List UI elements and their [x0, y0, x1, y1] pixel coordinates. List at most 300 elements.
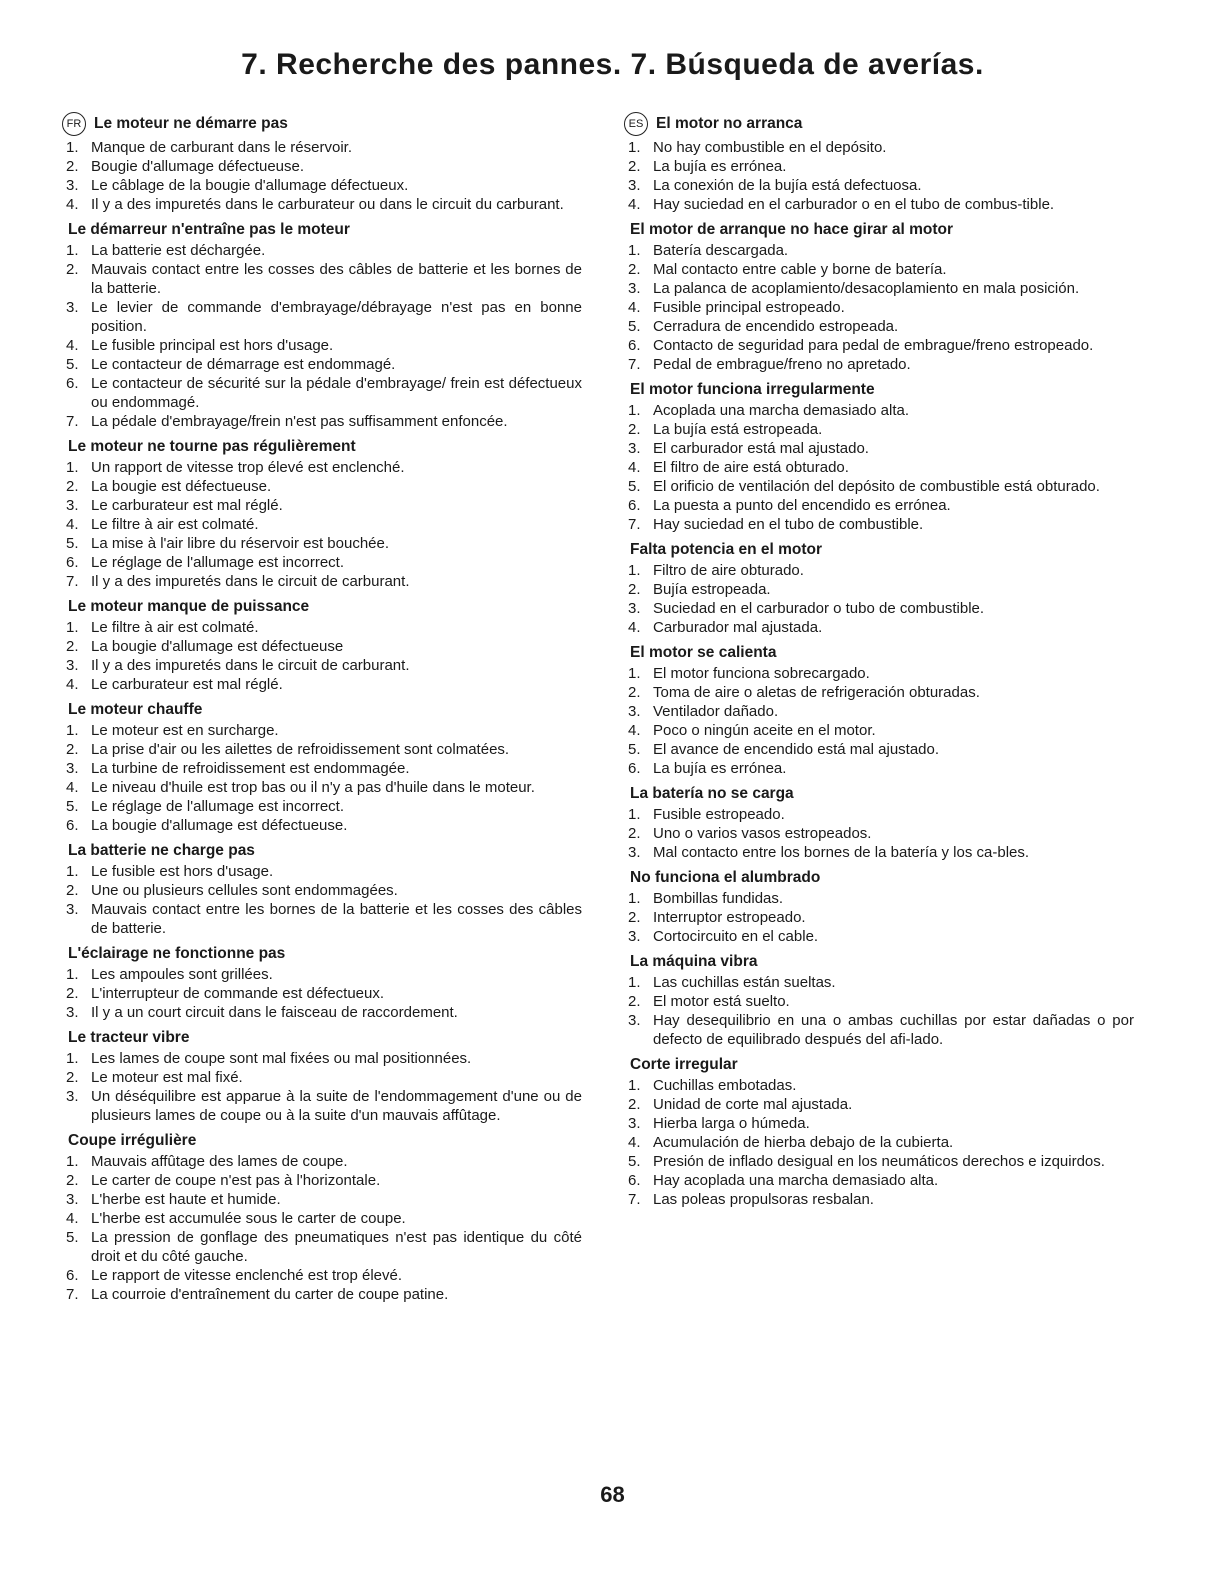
section-title: La máquina vibra [630, 953, 758, 970]
item-number: 2. [628, 684, 641, 701]
section-title: El motor se calienta [630, 644, 777, 661]
item-number: 4. [628, 619, 641, 636]
item-number: 1. [66, 1153, 79, 1170]
list-item [624, 1076, 1134, 1095]
item-text: Les lames de coupe sont mal fixées ou mal positionnées. [91, 1050, 472, 1067]
troubleshooting-section [62, 700, 582, 835]
list-item [62, 553, 582, 572]
item-text: Le niveau d'huile est trop bas ou il n'y a pas d'huile dans le moteur. [91, 779, 535, 796]
section-title: El motor no arranca [656, 115, 803, 132]
item-number: 4. [628, 1134, 641, 1151]
troubleshooting-section [62, 1028, 582, 1125]
list-item [62, 138, 582, 157]
item-text: Uno o varios vasos estropeados. [653, 825, 872, 842]
list-item [62, 496, 582, 515]
list-item [624, 401, 1134, 420]
item-text: Las cuchillas están sueltas. [653, 974, 836, 991]
list-item [62, 477, 582, 496]
item-number: 1. [628, 1077, 641, 1094]
item-text: El motor está suelto. [653, 993, 790, 1010]
item-text: La palanca de acoplamiento/desacoplamiento en mala posición. [653, 280, 1080, 297]
cause-list [624, 138, 1134, 214]
item-number: 3. [628, 440, 641, 457]
list-item [624, 157, 1134, 176]
item-number: 3. [628, 703, 641, 720]
list-item [624, 458, 1134, 477]
cause-list [62, 138, 582, 214]
cause-list [624, 241, 1134, 374]
column-fr [62, 112, 582, 1310]
item-number: 4. [66, 516, 79, 533]
list-item [62, 195, 582, 214]
troubleshooting-section [624, 868, 1134, 946]
item-text: Pedal de embrague/freno no apretado. [653, 356, 911, 373]
cause-list [62, 1049, 582, 1125]
list-item [62, 298, 582, 336]
list-item [62, 740, 582, 759]
item-number: 2. [628, 825, 641, 842]
item-number: 3. [66, 497, 79, 514]
item-text: La bougie est défectueuse. [91, 478, 272, 495]
section-title: Corte irregular [630, 1056, 738, 1073]
section-title: Le démarreur n'entraîne pas le moteur [68, 221, 350, 238]
list-item [624, 824, 1134, 843]
item-number: 3. [66, 760, 79, 777]
section-title: Le moteur ne démarre pas [94, 115, 288, 132]
item-number: 1. [628, 242, 641, 259]
list-item [62, 1285, 582, 1304]
cause-list [624, 973, 1134, 1049]
item-text: Il y a des impuretés dans le carburateur ou dans le circuit du carburant. [91, 196, 564, 213]
item-text: Unidad de corte mal ajustada. [653, 1096, 853, 1113]
item-text: El orificio de ventilación del depósito de combustible está obturado. [653, 478, 1100, 495]
item-text: Il y a des impuretés dans le circuit de carburant. [91, 657, 410, 674]
item-text: Il y a des impuretés dans le circuit de carburant. [91, 573, 410, 590]
list-item [624, 1095, 1134, 1114]
item-text: La batterie est déchargée. [91, 242, 266, 259]
list-item [624, 759, 1134, 778]
list-item [624, 1114, 1134, 1133]
list-item [62, 374, 582, 412]
section-title: La batería no se carga [630, 785, 794, 802]
troubleshooting-section [62, 220, 582, 431]
item-text: Le fusible est hors d'usage. [91, 863, 274, 880]
item-text: Presión de inflado desigual en los neumáticos derechos e izquirdos. [653, 1153, 1105, 1170]
item-text: Carburador mal ajustada. [653, 619, 823, 636]
list-item [624, 336, 1134, 355]
list-item [62, 241, 582, 260]
list-item [62, 656, 582, 675]
item-text: Bombillas fundidas. [653, 890, 784, 907]
item-text: Toma de aire o aletas de refrigeración obturadas. [653, 684, 980, 701]
item-text: Bujía estropeada. [653, 581, 771, 598]
list-item [62, 984, 582, 1003]
item-text: La pression de gonflage des pneumatiques n'est pas identique du côté droit et du côté gauche. [91, 1229, 582, 1265]
item-text: Hay desequilibrio en una o ambas cuchillas por estar dañadas o por defecto de equilibrado después del afi-lado. [653, 1012, 1134, 1048]
item-text: Le moteur est en surcharge. [91, 722, 279, 739]
item-text: Le câblage de la bougie d'allumage défectueux. [91, 177, 409, 194]
section-header [62, 112, 582, 136]
item-number: 4. [628, 459, 641, 476]
item-text: Le levier de commande d'embrayage/débrayage n'est pas en bonne position. [91, 299, 582, 335]
list-item [62, 965, 582, 984]
list-item [624, 889, 1134, 908]
item-number: 2. [628, 993, 641, 1010]
item-number: 6. [66, 1267, 79, 1284]
cause-list [62, 965, 582, 1022]
item-text: Le réglage de l'allumage est incorrect. [91, 554, 345, 571]
list-item [62, 412, 582, 431]
item-number: 5. [66, 535, 79, 552]
cause-list [62, 241, 582, 431]
list-item [62, 1171, 582, 1190]
item-text: Mauvais contact entre les cosses des câbles de batterie et les bornes de la batterie. [91, 261, 582, 297]
item-text: Hay acoplada una marcha demasiado alta. [653, 1172, 939, 1189]
troubleshooting-section [624, 784, 1134, 862]
list-item [624, 843, 1134, 862]
item-number: 2. [628, 158, 641, 175]
list-item [62, 157, 582, 176]
item-number: 1. [628, 139, 641, 156]
item-text: Un déséquilibre est apparue à la suite de l'endommagement d'une ou de plusieurs lames de coupe ou à la suite d'un mauvais affûtage. [91, 1088, 582, 1124]
item-number: 2. [628, 261, 641, 278]
section-title: Le moteur ne tourne pas régulièrement [68, 438, 356, 455]
item-number: 2. [66, 1172, 79, 1189]
list-item [62, 1209, 582, 1228]
item-text: La conexión de la bujía está defectuosa. [653, 177, 922, 194]
item-number: 4. [66, 676, 79, 693]
item-number: 7. [66, 573, 79, 590]
item-text: La bujía es errónea. [653, 158, 787, 175]
item-text: Le carburateur est mal réglé. [91, 497, 283, 514]
list-item [62, 572, 582, 591]
item-number: 1. [628, 806, 641, 823]
list-item [62, 1068, 582, 1087]
item-number: 1. [66, 722, 79, 739]
item-number: 3. [66, 901, 79, 918]
item-text: El avance de encendido está mal ajustado. [653, 741, 940, 758]
list-item [624, 927, 1134, 946]
item-text: La turbine de refroidissement est endommagée. [91, 760, 410, 777]
list-item [624, 992, 1134, 1011]
item-text: La bougie d'allumage est défectueuse [91, 638, 344, 655]
item-number: 2. [628, 421, 641, 438]
item-number: 2. [66, 158, 79, 175]
item-text: Filtro de aire obturado. [653, 562, 804, 579]
cause-list [62, 721, 582, 835]
item-number: 3. [628, 177, 641, 194]
troubleshooting-section [624, 952, 1134, 1049]
item-number: 2. [66, 261, 79, 278]
list-item [62, 778, 582, 797]
item-text: Mauvais contact entre les bornes de la batterie et les cosses des câbles de batterie. [91, 901, 582, 937]
item-number: 7. [66, 1286, 79, 1303]
cause-list [62, 1152, 582, 1304]
list-item [624, 805, 1134, 824]
item-number: 2. [628, 1096, 641, 1113]
item-text: Ventilador dañado. [653, 703, 779, 720]
list-item [62, 618, 582, 637]
item-number: 3. [628, 1115, 641, 1132]
item-text: Le moteur est mal fixé. [91, 1069, 243, 1086]
item-number: 6. [66, 817, 79, 834]
list-item [624, 1190, 1134, 1209]
section-title: Le moteur manque de puissance [68, 598, 310, 615]
item-number: 1. [66, 619, 79, 636]
list-item [62, 1049, 582, 1068]
section-header [624, 112, 1134, 136]
item-number: 3. [66, 177, 79, 194]
list-item [62, 759, 582, 778]
item-text: Le réglage de l'allumage est incorrect. [91, 798, 345, 815]
list-item [624, 260, 1134, 279]
cause-list [62, 618, 582, 694]
item-number: 2. [628, 581, 641, 598]
list-item [624, 561, 1134, 580]
item-text: Cortocircuito en el cable. [653, 928, 819, 945]
list-item [624, 1133, 1134, 1152]
item-text: La bujía está estropeada. [653, 421, 823, 438]
item-text: Contacto de seguridad para pedal de embrague/freno estropeado. [653, 337, 1094, 354]
item-text: El motor funciona sobrecargado. [653, 665, 870, 682]
list-item [62, 900, 582, 938]
troubleshooting-section [624, 1055, 1134, 1209]
item-number: 1. [628, 562, 641, 579]
cause-list [624, 664, 1134, 778]
item-number: 2. [66, 985, 79, 1002]
item-text: La courroie d'entraînement du carter de coupe patine. [91, 1286, 449, 1303]
item-number: 3. [66, 1088, 79, 1105]
item-number: 2. [66, 882, 79, 899]
item-number: 2. [628, 909, 641, 926]
item-text: El carburador está mal ajustado. [653, 440, 869, 457]
item-text: Interruptor estropeado. [653, 909, 806, 926]
item-number: 3. [66, 299, 79, 316]
list-item [624, 420, 1134, 439]
item-text: El filtro de aire está obturado. [653, 459, 849, 476]
item-text: Le carter de coupe n'est pas à l'horizontale. [91, 1172, 381, 1189]
list-item [62, 1152, 582, 1171]
troubleshooting-section [62, 597, 582, 694]
item-number: 7. [628, 356, 641, 373]
item-number: 4. [66, 1210, 79, 1227]
troubleshooting-section [624, 643, 1134, 778]
item-number: 4. [66, 196, 79, 213]
item-number: 5. [66, 356, 79, 373]
item-text: Manque de carburant dans le réservoir. [91, 139, 352, 156]
cause-list [624, 401, 1134, 534]
item-number: 6. [628, 1172, 641, 1189]
cause-list [624, 1076, 1134, 1209]
item-number: 3. [628, 1012, 641, 1029]
troubleshooting-section [624, 112, 1134, 214]
item-number: 1. [628, 974, 641, 991]
item-number: 1. [66, 863, 79, 880]
item-number: 1. [66, 459, 79, 476]
troubleshooting-section [62, 1131, 582, 1304]
section-title: El motor de arranque no hace girar al motor [630, 221, 953, 238]
item-number: 6. [628, 337, 641, 354]
list-item [624, 241, 1134, 260]
item-number: 5. [66, 798, 79, 815]
item-text: L'herbe est accumulée sous le carter de coupe. [91, 1210, 406, 1227]
language-badge-icon: FR [62, 112, 86, 136]
item-text: No hay combustible en el depósito. [653, 139, 887, 156]
list-item [624, 355, 1134, 374]
item-text: Suciedad en el carburador o tubo de combustible. [653, 600, 985, 617]
item-number: 4. [628, 299, 641, 316]
item-text: Acoplada una marcha demasiado alta. [653, 402, 909, 419]
item-number: 1. [66, 966, 79, 983]
list-item [624, 702, 1134, 721]
item-number: 3. [66, 1191, 79, 1208]
item-number: 5. [628, 1153, 641, 1170]
section-title: La batterie ne charge pas [68, 842, 255, 859]
item-number: 1. [628, 890, 641, 907]
list-item [624, 195, 1134, 214]
item-text: Le fusible principal est hors d'usage. [91, 337, 334, 354]
list-item [624, 973, 1134, 992]
list-item [624, 176, 1134, 195]
list-item [624, 439, 1134, 458]
item-text: Hay suciedad en el tubo de combustible. [653, 516, 924, 533]
item-text: Cerradura de encendido estropeada. [653, 318, 899, 335]
item-text: La bougie d'allumage est défectueuse. [91, 817, 348, 834]
list-item [624, 279, 1134, 298]
list-item [624, 477, 1134, 496]
item-text: Les ampoules sont grillées. [91, 966, 273, 983]
item-text: La prise d'air ou les ailettes de refroidissement sont colmatées. [91, 741, 510, 758]
list-item [624, 317, 1134, 336]
item-text: La bujía es errónea. [653, 760, 787, 777]
item-text: Le filtre à air est colmaté. [91, 619, 259, 636]
list-item [624, 1011, 1134, 1049]
item-number: 6. [66, 375, 79, 392]
item-number: 2. [66, 741, 79, 758]
section-title: Coupe irrégulière [68, 1132, 197, 1149]
item-number: 1. [66, 242, 79, 259]
item-number: 3. [628, 600, 641, 617]
item-number: 5. [66, 1229, 79, 1246]
list-item [624, 1171, 1134, 1190]
list-item [62, 260, 582, 298]
item-number: 5. [628, 741, 641, 758]
cause-list [624, 889, 1134, 946]
list-item [62, 515, 582, 534]
item-text: Las poleas propulsoras resbalan. [653, 1191, 874, 1208]
item-text: Poco o ningún aceite en el motor. [653, 722, 876, 739]
item-number: 1. [66, 1050, 79, 1067]
item-number: 7. [628, 516, 641, 533]
list-item [62, 355, 582, 374]
item-number: 1. [628, 402, 641, 419]
item-text: Le contacteur de démarrage est endommagé. [91, 356, 396, 373]
cause-list [624, 561, 1134, 637]
list-item [624, 740, 1134, 759]
item-number: 2. [66, 478, 79, 495]
list-item [62, 637, 582, 656]
item-text: Le contacteur de sécurité sur la pédale d'embrayage/ frein est défectueux ou endommagé. [91, 375, 582, 411]
item-text: Mal contacto entre cable y borne de batería. [653, 261, 947, 278]
page-number: 68 [600, 1482, 625, 1507]
item-text: Mal contacto entre los bornes de la batería y los ca-bles. [653, 844, 1030, 861]
list-item [62, 862, 582, 881]
item-number: 4. [66, 779, 79, 796]
item-number: 7. [66, 413, 79, 430]
item-number: 3. [66, 1004, 79, 1021]
list-item [62, 458, 582, 477]
page-title: 7. Recherche des pannes. 7. Búsqueda de averías. [241, 48, 984, 81]
section-title: Le moteur chauffe [68, 701, 203, 718]
list-item [62, 1228, 582, 1266]
item-text: La pédale d'embrayage/frein n'est pas suffisamment enfoncée. [91, 413, 508, 430]
list-item [62, 721, 582, 740]
item-number: 1. [628, 665, 641, 682]
item-text: Mauvais affûtage des lames de coupe. [91, 1153, 348, 1170]
item-number: 3. [628, 844, 641, 861]
troubleshooting-section [62, 944, 582, 1022]
item-text: L'herbe est haute et humide. [91, 1191, 281, 1208]
item-number: 4. [66, 337, 79, 354]
item-text: Fusible principal estropeado. [653, 299, 845, 316]
list-item [62, 1190, 582, 1209]
cause-list [62, 458, 582, 591]
list-item [624, 138, 1134, 157]
item-text: Le filtre à air est colmaté. [91, 516, 259, 533]
item-number: 5. [628, 318, 641, 335]
list-item [62, 534, 582, 553]
item-number: 4. [628, 722, 641, 739]
item-number: 7. [628, 1191, 641, 1208]
list-item [624, 496, 1134, 515]
list-item [624, 515, 1134, 534]
item-number: 3. [66, 657, 79, 674]
list-item [624, 664, 1134, 683]
list-item [624, 618, 1134, 637]
list-item [624, 683, 1134, 702]
item-number: 5. [628, 478, 641, 495]
section-title: Le tracteur vibre [68, 1029, 190, 1046]
list-item [62, 816, 582, 835]
item-number: 6. [628, 497, 641, 514]
list-item [624, 580, 1134, 599]
cause-list [624, 805, 1134, 862]
list-item [62, 176, 582, 195]
list-item [62, 1266, 582, 1285]
troubleshooting-section [62, 112, 582, 214]
item-text: Hay suciedad en el carburador o en el tubo de combus-tible. [653, 196, 1055, 213]
item-text: Cuchillas embotadas. [653, 1077, 797, 1094]
section-title: L'éclairage ne fonctionne pas [68, 945, 286, 962]
list-item [624, 298, 1134, 317]
list-item [62, 675, 582, 694]
list-item [62, 1003, 582, 1022]
item-number: 3. [628, 928, 641, 945]
item-text: Acumulación de hierba debajo de la cubierta. [653, 1134, 954, 1151]
item-text: Un rapport de vitesse trop élevé est enclenché. [91, 459, 405, 476]
item-text: La mise à l'air libre du réservoir est bouchée. [91, 535, 390, 552]
item-number: 2. [66, 1069, 79, 1086]
troubleshooting-section [624, 220, 1134, 374]
item-text: L'interrupteur de commande est défectueux. [91, 985, 385, 1002]
item-text: Fusible estropeado. [653, 806, 785, 823]
list-item [624, 1152, 1134, 1171]
item-number: 1. [66, 139, 79, 156]
item-text: Il y a un court circuit dans le faisceau de raccordement. [91, 1004, 458, 1021]
item-text: Une ou plusieurs cellules sont endommagées. [91, 882, 398, 899]
item-text: Batería descargada. [653, 242, 789, 259]
list-item [62, 881, 582, 900]
